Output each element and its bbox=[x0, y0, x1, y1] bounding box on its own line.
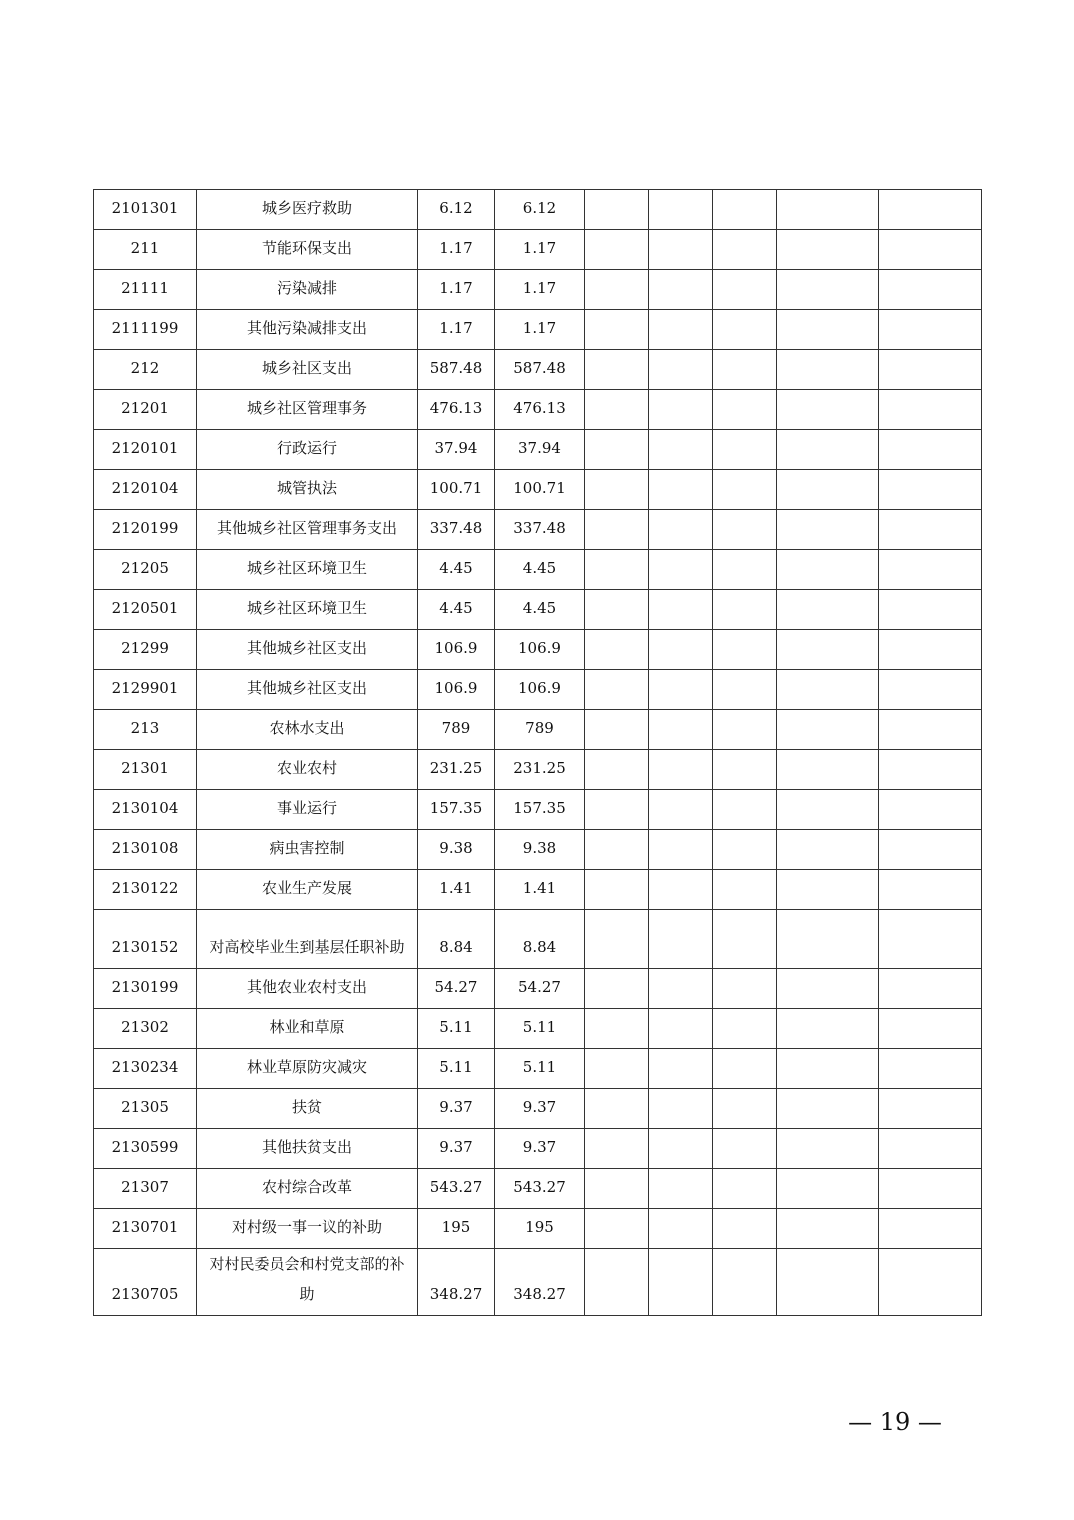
code-cell: 213 bbox=[94, 710, 197, 750]
basic-cell: 6.12 bbox=[495, 190, 585, 230]
empty-cell bbox=[649, 310, 713, 350]
empty-cell bbox=[649, 550, 713, 590]
code-cell: 2130199 bbox=[94, 969, 197, 1009]
name-cell: 其他城乡社区支出 bbox=[197, 630, 418, 670]
code-cell: 21111 bbox=[94, 270, 197, 310]
name-cell: 城管执法 bbox=[197, 470, 418, 510]
empty-cell bbox=[585, 190, 649, 230]
empty-cell bbox=[585, 630, 649, 670]
table-row bbox=[94, 830, 982, 870]
empty-cell bbox=[585, 310, 649, 350]
amount-cell: 4.45 bbox=[418, 550, 495, 590]
table-row bbox=[94, 1049, 982, 1089]
basic-cell: 54.27 bbox=[495, 969, 585, 1009]
code-cell: 21201 bbox=[94, 390, 197, 430]
basic-cell: 1.17 bbox=[495, 310, 585, 350]
basic-cell: 789 bbox=[495, 710, 585, 750]
basic-cell: 100.71 bbox=[495, 470, 585, 510]
empty-cell bbox=[649, 470, 713, 510]
empty-cell bbox=[585, 350, 649, 390]
empty-cell bbox=[713, 630, 777, 670]
table-row bbox=[94, 590, 982, 630]
empty-cell bbox=[879, 750, 982, 790]
empty-cell bbox=[713, 969, 777, 1009]
empty-cell bbox=[649, 790, 713, 830]
name-cell: 行政运行 bbox=[197, 430, 418, 470]
page-number: — 19 — bbox=[848, 1408, 942, 1436]
empty-cell bbox=[713, 670, 777, 710]
name-cell: 城乡医疗救助 bbox=[197, 190, 418, 230]
empty-cell bbox=[649, 350, 713, 390]
empty-cell bbox=[777, 710, 879, 750]
empty-cell bbox=[649, 430, 713, 470]
amount-cell: 9.37 bbox=[418, 1089, 495, 1129]
name-cell: 农村综合改革 bbox=[197, 1169, 418, 1209]
empty-cell bbox=[649, 750, 713, 790]
table-row bbox=[94, 790, 982, 830]
empty-cell bbox=[585, 969, 649, 1009]
table-row bbox=[94, 270, 982, 310]
table-body bbox=[94, 190, 982, 1316]
code-cell: 21301 bbox=[94, 750, 197, 790]
empty-cell bbox=[585, 1009, 649, 1049]
table-row bbox=[94, 510, 982, 550]
empty-cell bbox=[713, 190, 777, 230]
empty-cell bbox=[585, 790, 649, 830]
table-row bbox=[94, 190, 982, 230]
empty-cell bbox=[713, 830, 777, 870]
basic-cell: 543.27 bbox=[495, 1169, 585, 1209]
code-cell: 21302 bbox=[94, 1009, 197, 1049]
empty-cell bbox=[777, 969, 879, 1009]
code-cell: 21205 bbox=[94, 550, 197, 590]
empty-cell bbox=[879, 670, 982, 710]
name-cell: 污染减排 bbox=[197, 270, 418, 310]
amount-cell: 789 bbox=[418, 710, 495, 750]
table-row bbox=[94, 550, 982, 590]
empty-cell bbox=[777, 550, 879, 590]
empty-cell bbox=[777, 590, 879, 630]
name-cell: 事业运行 bbox=[197, 790, 418, 830]
name-cell: 对高校毕业生到基层任职补助 bbox=[197, 910, 418, 969]
empty-cell bbox=[585, 710, 649, 750]
empty-cell bbox=[777, 310, 879, 350]
empty-cell bbox=[713, 1089, 777, 1129]
empty-cell bbox=[713, 1249, 777, 1316]
basic-cell: 106.9 bbox=[495, 670, 585, 710]
empty-cell bbox=[713, 870, 777, 910]
budget-table bbox=[93, 189, 982, 1316]
amount-cell: 9.37 bbox=[418, 1129, 495, 1169]
empty-cell bbox=[777, 1049, 879, 1089]
basic-cell: 8.84 bbox=[495, 910, 585, 969]
basic-cell: 5.11 bbox=[495, 1049, 585, 1089]
empty-cell bbox=[713, 390, 777, 430]
table-row bbox=[94, 870, 982, 910]
table-row bbox=[94, 230, 982, 270]
code-cell: 2120199 bbox=[94, 510, 197, 550]
amount-cell: 1.41 bbox=[418, 870, 495, 910]
table-row bbox=[94, 750, 982, 790]
empty-cell bbox=[585, 270, 649, 310]
code-cell: 2130234 bbox=[94, 1049, 197, 1089]
table-row bbox=[94, 430, 982, 470]
empty-cell bbox=[585, 390, 649, 430]
empty-cell bbox=[649, 230, 713, 270]
empty-cell bbox=[713, 430, 777, 470]
empty-cell bbox=[649, 510, 713, 550]
amount-cell: 4.45 bbox=[418, 590, 495, 630]
empty-cell bbox=[649, 830, 713, 870]
table-row bbox=[94, 470, 982, 510]
table-row bbox=[94, 910, 982, 969]
empty-cell bbox=[777, 350, 879, 390]
table-row bbox=[94, 1169, 982, 1209]
table-row bbox=[94, 390, 982, 430]
amount-cell: 337.48 bbox=[418, 510, 495, 550]
code-cell: 2129901 bbox=[94, 670, 197, 710]
table-row bbox=[94, 630, 982, 670]
empty-cell bbox=[777, 790, 879, 830]
empty-cell bbox=[879, 870, 982, 910]
empty-cell bbox=[879, 550, 982, 590]
empty-cell bbox=[879, 969, 982, 1009]
amount-cell: 5.11 bbox=[418, 1009, 495, 1049]
table-row bbox=[94, 1209, 982, 1249]
empty-cell bbox=[649, 870, 713, 910]
amount-cell: 100.71 bbox=[418, 470, 495, 510]
empty-cell bbox=[713, 710, 777, 750]
code-cell: 211 bbox=[94, 230, 197, 270]
table-row bbox=[94, 670, 982, 710]
empty-cell bbox=[879, 710, 982, 750]
empty-cell bbox=[713, 1049, 777, 1089]
empty-cell bbox=[879, 270, 982, 310]
basic-cell: 9.38 bbox=[495, 830, 585, 870]
empty-cell bbox=[879, 910, 982, 969]
amount-cell: 1.17 bbox=[418, 230, 495, 270]
empty-cell bbox=[879, 510, 982, 550]
empty-cell bbox=[585, 1209, 649, 1249]
code-cell: 2130104 bbox=[94, 790, 197, 830]
code-cell: 21305 bbox=[94, 1089, 197, 1129]
code-cell: 2130152 bbox=[94, 910, 197, 969]
empty-cell bbox=[649, 710, 713, 750]
amount-cell: 476.13 bbox=[418, 390, 495, 430]
amount-cell: 8.84 bbox=[418, 910, 495, 969]
amount-cell: 37.94 bbox=[418, 430, 495, 470]
basic-cell: 348.27 bbox=[495, 1249, 585, 1316]
empty-cell bbox=[585, 230, 649, 270]
empty-cell bbox=[649, 1049, 713, 1089]
name-cell: 城乡社区管理事务 bbox=[197, 390, 418, 430]
empty-cell bbox=[585, 750, 649, 790]
name-cell: 其他农业农村支出 bbox=[197, 969, 418, 1009]
empty-cell bbox=[649, 670, 713, 710]
empty-cell bbox=[649, 1169, 713, 1209]
basic-cell: 9.37 bbox=[495, 1089, 585, 1129]
empty-cell bbox=[777, 870, 879, 910]
empty-cell bbox=[713, 1009, 777, 1049]
amount-cell: 106.9 bbox=[418, 630, 495, 670]
name-cell: 其他城乡社区支出 bbox=[197, 670, 418, 710]
code-cell: 2101301 bbox=[94, 190, 197, 230]
empty-cell bbox=[649, 630, 713, 670]
empty-cell bbox=[777, 910, 879, 969]
amount-cell: 54.27 bbox=[418, 969, 495, 1009]
code-cell: 2130705 bbox=[94, 1249, 197, 1316]
name-cell: 对村民委员会和村党支部的补助 bbox=[197, 1249, 418, 1316]
code-cell: 21307 bbox=[94, 1169, 197, 1209]
empty-cell bbox=[713, 510, 777, 550]
amount-cell: 1.17 bbox=[418, 270, 495, 310]
empty-cell bbox=[585, 430, 649, 470]
empty-cell bbox=[585, 470, 649, 510]
empty-cell bbox=[585, 550, 649, 590]
empty-cell bbox=[713, 590, 777, 630]
name-cell: 农业农村 bbox=[197, 750, 418, 790]
table-row bbox=[94, 710, 982, 750]
empty-cell bbox=[713, 350, 777, 390]
code-cell: 2130701 bbox=[94, 1209, 197, 1249]
empty-cell bbox=[713, 550, 777, 590]
basic-cell: 9.37 bbox=[495, 1129, 585, 1169]
name-cell: 城乡社区支出 bbox=[197, 350, 418, 390]
basic-cell: 476.13 bbox=[495, 390, 585, 430]
name-cell: 对村级一事一议的补助 bbox=[197, 1209, 418, 1249]
empty-cell bbox=[879, 1129, 982, 1169]
empty-cell bbox=[879, 230, 982, 270]
empty-cell bbox=[649, 190, 713, 230]
code-cell: 2120501 bbox=[94, 590, 197, 630]
empty-cell bbox=[585, 830, 649, 870]
empty-cell bbox=[649, 1089, 713, 1129]
empty-cell bbox=[585, 1249, 649, 1316]
empty-cell bbox=[777, 1249, 879, 1316]
amount-cell: 9.38 bbox=[418, 830, 495, 870]
basic-cell: 4.45 bbox=[495, 550, 585, 590]
empty-cell bbox=[649, 1129, 713, 1169]
empty-cell bbox=[879, 390, 982, 430]
empty-cell bbox=[879, 1089, 982, 1129]
amount-cell: 5.11 bbox=[418, 1049, 495, 1089]
code-cell: 2130122 bbox=[94, 870, 197, 910]
name-cell: 城乡社区环境卫生 bbox=[197, 550, 418, 590]
basic-cell: 4.45 bbox=[495, 590, 585, 630]
empty-cell bbox=[879, 1009, 982, 1049]
empty-cell bbox=[649, 270, 713, 310]
empty-cell bbox=[879, 590, 982, 630]
name-cell: 其他污染减排支出 bbox=[197, 310, 418, 350]
code-cell: 2130599 bbox=[94, 1129, 197, 1169]
empty-cell bbox=[777, 1129, 879, 1169]
empty-cell bbox=[879, 1049, 982, 1089]
empty-cell bbox=[713, 1169, 777, 1209]
amount-cell: 6.12 bbox=[418, 190, 495, 230]
basic-cell: 1.17 bbox=[495, 270, 585, 310]
empty-cell bbox=[777, 630, 879, 670]
name-cell: 节能环保支出 bbox=[197, 230, 418, 270]
table-row bbox=[94, 1089, 982, 1129]
empty-cell bbox=[713, 750, 777, 790]
empty-cell bbox=[585, 1049, 649, 1089]
empty-cell bbox=[713, 230, 777, 270]
empty-cell bbox=[585, 1089, 649, 1129]
empty-cell bbox=[777, 510, 879, 550]
empty-cell bbox=[713, 270, 777, 310]
empty-cell bbox=[879, 470, 982, 510]
amount-cell: 1.17 bbox=[418, 310, 495, 350]
basic-cell: 157.35 bbox=[495, 790, 585, 830]
code-cell: 212 bbox=[94, 350, 197, 390]
code-cell: 2120101 bbox=[94, 430, 197, 470]
name-cell: 病虫害控制 bbox=[197, 830, 418, 870]
code-cell: 2130108 bbox=[94, 830, 197, 870]
empty-cell bbox=[777, 1169, 879, 1209]
empty-cell bbox=[649, 1249, 713, 1316]
empty-cell bbox=[777, 430, 879, 470]
name-cell: 城乡社区环境卫生 bbox=[197, 590, 418, 630]
name-cell: 林业和草原 bbox=[197, 1009, 418, 1049]
empty-cell bbox=[713, 470, 777, 510]
basic-cell: 587.48 bbox=[495, 350, 585, 390]
name-cell: 其他城乡社区管理事务支出 bbox=[197, 510, 418, 550]
empty-cell bbox=[585, 1169, 649, 1209]
amount-cell: 348.27 bbox=[418, 1249, 495, 1316]
empty-cell bbox=[649, 1209, 713, 1249]
empty-cell bbox=[879, 430, 982, 470]
empty-cell bbox=[879, 310, 982, 350]
empty-cell bbox=[777, 830, 879, 870]
empty-cell bbox=[713, 1129, 777, 1169]
empty-cell bbox=[585, 910, 649, 969]
empty-cell bbox=[649, 910, 713, 969]
empty-cell bbox=[879, 630, 982, 670]
basic-cell: 5.11 bbox=[495, 1009, 585, 1049]
empty-cell bbox=[879, 190, 982, 230]
empty-cell bbox=[585, 510, 649, 550]
empty-cell bbox=[713, 1209, 777, 1249]
code-cell: 21299 bbox=[94, 630, 197, 670]
amount-cell: 543.27 bbox=[418, 1169, 495, 1209]
empty-cell bbox=[713, 910, 777, 969]
empty-cell bbox=[879, 830, 982, 870]
empty-cell bbox=[777, 750, 879, 790]
empty-cell bbox=[777, 230, 879, 270]
empty-cell bbox=[585, 590, 649, 630]
empty-cell bbox=[879, 1169, 982, 1209]
amount-cell: 195 bbox=[418, 1209, 495, 1249]
name-cell: 林业草原防灾减灾 bbox=[197, 1049, 418, 1089]
code-cell: 2111199 bbox=[94, 310, 197, 350]
name-cell: 扶贫 bbox=[197, 1089, 418, 1129]
table-row bbox=[94, 1249, 982, 1316]
empty-cell bbox=[879, 790, 982, 830]
table-row bbox=[94, 1009, 982, 1049]
empty-cell bbox=[585, 1129, 649, 1169]
empty-cell bbox=[713, 310, 777, 350]
name-cell: 农业生产发展 bbox=[197, 870, 418, 910]
name-cell: 农林水支出 bbox=[197, 710, 418, 750]
table-row bbox=[94, 969, 982, 1009]
basic-cell: 1.41 bbox=[495, 870, 585, 910]
empty-cell bbox=[777, 190, 879, 230]
name-cell: 其他扶贫支出 bbox=[197, 1129, 418, 1169]
empty-cell bbox=[585, 670, 649, 710]
empty-cell bbox=[713, 790, 777, 830]
table-row bbox=[94, 1129, 982, 1169]
amount-cell: 587.48 bbox=[418, 350, 495, 390]
empty-cell bbox=[879, 350, 982, 390]
empty-cell bbox=[777, 1089, 879, 1129]
empty-cell bbox=[649, 390, 713, 430]
empty-cell bbox=[649, 969, 713, 1009]
empty-cell bbox=[585, 870, 649, 910]
empty-cell bbox=[649, 590, 713, 630]
empty-cell bbox=[777, 390, 879, 430]
empty-cell bbox=[879, 1209, 982, 1249]
empty-cell bbox=[879, 1249, 982, 1316]
basic-cell: 337.48 bbox=[495, 510, 585, 550]
empty-cell bbox=[777, 670, 879, 710]
empty-cell bbox=[777, 470, 879, 510]
amount-cell: 157.35 bbox=[418, 790, 495, 830]
basic-cell: 1.17 bbox=[495, 230, 585, 270]
amount-cell: 231.25 bbox=[418, 750, 495, 790]
empty-cell bbox=[777, 1009, 879, 1049]
empty-cell bbox=[649, 1009, 713, 1049]
table-row bbox=[94, 310, 982, 350]
empty-cell bbox=[777, 270, 879, 310]
basic-cell: 37.94 bbox=[495, 430, 585, 470]
amount-cell: 106.9 bbox=[418, 670, 495, 710]
basic-cell: 195 bbox=[495, 1209, 585, 1249]
basic-cell: 106.9 bbox=[495, 630, 585, 670]
empty-cell bbox=[777, 1209, 879, 1249]
table-row bbox=[94, 350, 982, 390]
basic-cell: 231.25 bbox=[495, 750, 585, 790]
code-cell: 2120104 bbox=[94, 470, 197, 510]
